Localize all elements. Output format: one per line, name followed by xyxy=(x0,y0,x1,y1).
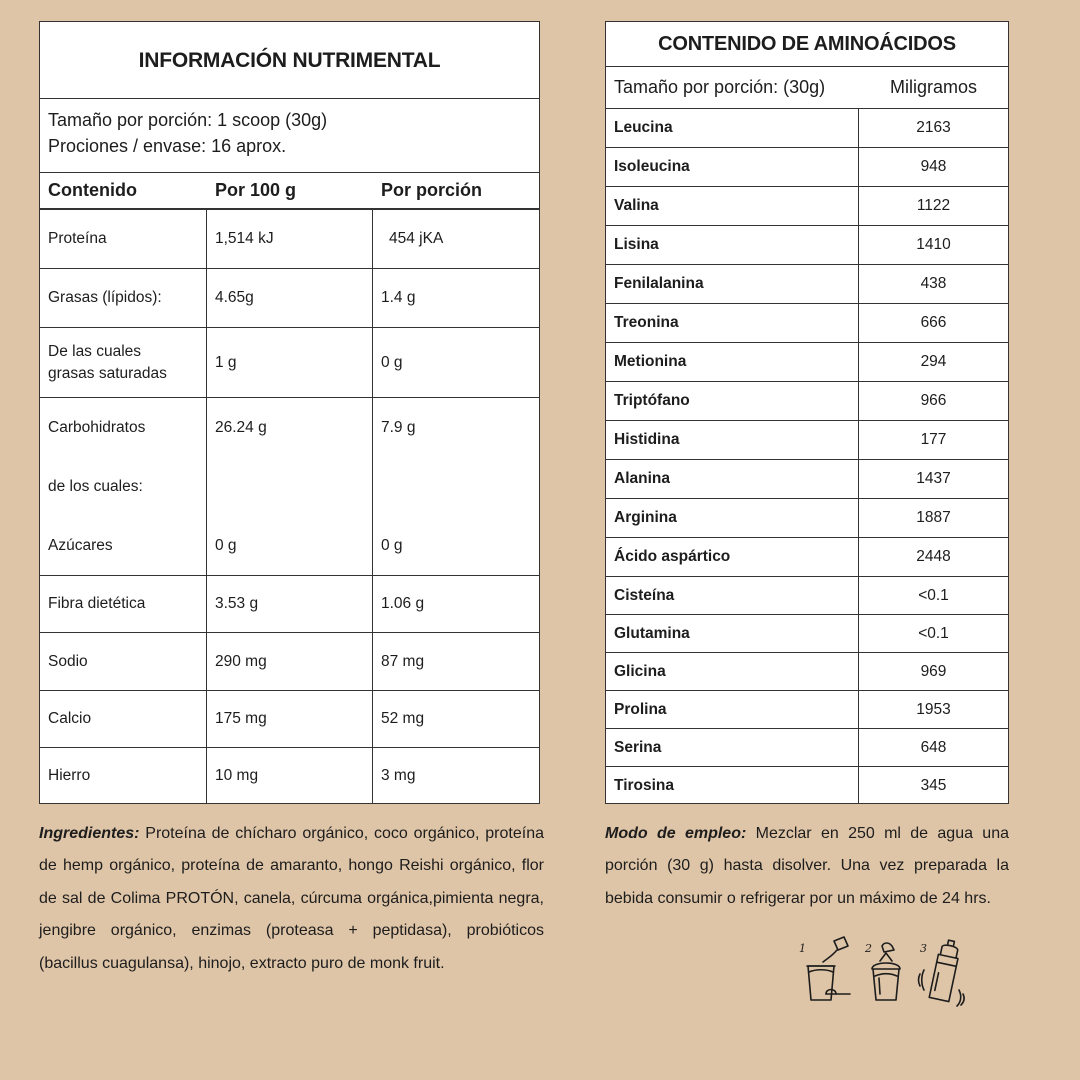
amino-header-mg: Miligramos xyxy=(889,77,977,97)
amino-header-serving: Tamaño por porción: (30g) xyxy=(614,77,826,97)
amino-mg: 1122 xyxy=(916,197,951,214)
nutrient-value: 0 g xyxy=(215,536,237,554)
nutrient-name xyxy=(40,328,207,397)
amino-row xyxy=(606,226,1008,265)
amino-name: Lisina xyxy=(606,226,859,264)
nutrient-name: Fibra dietética xyxy=(40,576,207,632)
header-content: Contenido xyxy=(48,180,137,200)
nutrition-row xyxy=(40,633,539,691)
nutrient-per-100: 290 mg xyxy=(207,633,373,690)
amino-mg: 345 xyxy=(920,776,947,794)
ingredients xyxy=(39,818,544,980)
amino-name: Triptófano xyxy=(606,382,859,420)
amino-name: Metionina xyxy=(606,343,859,381)
nutrient-per-100: 1,514 kJ xyxy=(207,210,373,268)
amino-row xyxy=(606,421,1008,460)
amino-name: Treonina xyxy=(606,304,859,342)
spacer xyxy=(381,476,385,498)
amino-mg: 666 xyxy=(920,314,947,331)
nutrition-header-row xyxy=(40,173,539,210)
amino-name: Glutamina xyxy=(606,615,859,652)
nutrient-per-serving: 52 mg xyxy=(381,710,425,727)
nutrient-sub-label: de los cuales: xyxy=(48,477,143,495)
nutrient-per-100: 10 mg xyxy=(207,748,373,803)
amino-mg: 948 xyxy=(920,158,947,175)
ingredients-label: Ingredientes: xyxy=(39,825,140,842)
ingredients-text: Proteína de chícharo orgánico, coco orgánico, proteína de hemp orgánico, proteína de amaranto, hongo Reishi orgánico, flor de sal de Colima PROTÓN, canela, cúrcuma orgánica,pimienta negra, jengibre orgánico, enzimas (proteasa + peptidasa), probióticos (bacillus cuagulansa), hinojo, extracto puro de monk fruit. xyxy=(39,825,544,972)
usage-label: Modo de empleo: xyxy=(605,825,747,842)
amino-row xyxy=(606,615,1008,653)
usage-text: Mezclar en 250 ml de agua una porción (30 g) hasta disolver. Una vez preparada la bebida consumir o refrigerar por un máximo de 24 hrs. xyxy=(605,825,1009,907)
amino-name: Serina xyxy=(606,729,859,766)
nutrient-name: Hierro xyxy=(40,748,207,803)
amino-mg: <0.1 xyxy=(918,624,949,642)
amino-header-row xyxy=(606,67,1008,109)
nutrient-per-100: 1 g xyxy=(207,328,373,397)
amino-mg: 969 xyxy=(920,662,947,680)
amino-title: CONTENIDO DE AMINOÁCIDOS xyxy=(606,22,1008,67)
nutrition-table xyxy=(39,21,540,804)
nutrient-value: 0 g xyxy=(381,536,403,554)
amino-mg: <0.1 xyxy=(918,586,949,604)
amino-row xyxy=(606,691,1008,729)
nutrient-value: 26.24 g xyxy=(215,418,267,436)
amino-row xyxy=(606,767,1008,804)
nutrient-per-100: 3.53 g xyxy=(207,576,373,632)
amino-mg: 1437 xyxy=(916,470,951,487)
nutrient-per-serving: 0 g xyxy=(381,353,403,371)
amino-name: Isoleucina xyxy=(606,148,859,186)
shake-bottle-icon xyxy=(919,939,965,1006)
amino-row xyxy=(606,382,1008,421)
amino-row xyxy=(606,499,1008,538)
amino-row xyxy=(606,729,1008,767)
nutrient-name: Sodio xyxy=(40,633,207,690)
serving-size: Tamaño por porción: 1 scoop (30g) xyxy=(48,110,328,130)
amino-name: Arginina xyxy=(606,499,859,537)
amino-mg: 1953 xyxy=(916,700,951,718)
nutrient-per-100 xyxy=(207,398,373,575)
nutrient-name xyxy=(40,398,207,575)
amino-name: Glicina xyxy=(606,653,859,690)
amino-mg: 438 xyxy=(920,275,947,292)
nutrition-row xyxy=(40,328,539,398)
amino-name: Fenilalanina xyxy=(606,265,859,303)
nutrition-title: INFORMACIÓN NUTRIMENTAL xyxy=(40,22,539,99)
amino-mg: 1410 xyxy=(916,236,951,253)
nutrition-row xyxy=(40,748,539,803)
nutrient-name: Calcio xyxy=(40,691,207,747)
nutrition-row xyxy=(40,398,539,576)
nutrient-per-serving: 1.4 g xyxy=(381,289,416,306)
amino-mg: 648 xyxy=(920,738,947,756)
nutrition-row xyxy=(40,691,539,748)
amino-row xyxy=(606,265,1008,304)
serving-info xyxy=(40,99,539,173)
servings-per-container: Prociones / envase: 16 aprox. xyxy=(48,136,287,156)
nutrient-per-serving: 1.06 g xyxy=(381,595,425,612)
nutrient-name-line: De las cuales xyxy=(48,342,142,360)
amino-name: Ácido aspártico xyxy=(606,538,859,576)
scoop-powder-into-cup-icon xyxy=(799,937,850,1000)
nutrition-row xyxy=(40,576,539,633)
fill-cup-icon xyxy=(864,942,900,1000)
nutrient-per-serving xyxy=(373,398,539,575)
amino-row xyxy=(606,148,1008,187)
amino-row xyxy=(606,109,1008,148)
amino-table xyxy=(605,21,1009,804)
amino-name: Leucina xyxy=(606,109,859,147)
step-number: 3 xyxy=(920,942,927,955)
amino-mg: 966 xyxy=(920,392,947,409)
nutrient-sub-name: Azúcares xyxy=(48,536,113,554)
amino-name: Alanina xyxy=(606,460,859,498)
nutrient-value: 7.9 g xyxy=(381,418,416,436)
amino-mg: 1887 xyxy=(916,509,951,526)
nutrient-name: Proteína xyxy=(40,210,207,268)
amino-mg: 2163 xyxy=(916,119,951,136)
spacer xyxy=(215,476,219,498)
step-number: 1 xyxy=(799,942,806,955)
amino-name: Histidina xyxy=(606,421,859,459)
amino-name: Cisteína xyxy=(606,577,859,614)
amino-rows xyxy=(606,109,1008,804)
amino-name: Prolina xyxy=(606,691,859,728)
preparation-steps xyxy=(796,934,976,1014)
nutrient-per-serving: 3 mg xyxy=(381,766,416,784)
amino-row xyxy=(606,460,1008,499)
nutrient-name: Grasas (lípidos): xyxy=(40,269,207,327)
header-per-100: Por 100 g xyxy=(215,180,297,200)
nutrient-per-100: 4.65g xyxy=(207,269,373,327)
nutrition-row xyxy=(40,269,539,328)
amino-mg: 2448 xyxy=(916,548,951,565)
amino-row xyxy=(606,304,1008,343)
amino-name: Valina xyxy=(606,187,859,225)
amino-row xyxy=(606,653,1008,691)
step-number: 2 xyxy=(865,942,872,955)
amino-row xyxy=(606,577,1008,615)
usage-instructions xyxy=(605,818,1009,915)
amino-mg: 294 xyxy=(920,353,947,370)
amino-mg: 177 xyxy=(920,431,947,448)
amino-row xyxy=(606,187,1008,226)
nutrition-row xyxy=(40,210,539,269)
nutrient-per-100: 175 mg xyxy=(207,691,373,747)
amino-row xyxy=(606,343,1008,382)
amino-name: Tirosina xyxy=(606,767,859,804)
nutrient-per-serving: 87 mg xyxy=(381,652,425,670)
nutrient-name-line: grasas saturadas xyxy=(48,364,167,382)
amino-row xyxy=(606,538,1008,577)
header-per-serving: Por porción xyxy=(381,180,483,200)
nutrient-per-serving: 454 jKA xyxy=(389,230,444,247)
nutrient-name-line: Carbohidratos xyxy=(48,418,146,436)
